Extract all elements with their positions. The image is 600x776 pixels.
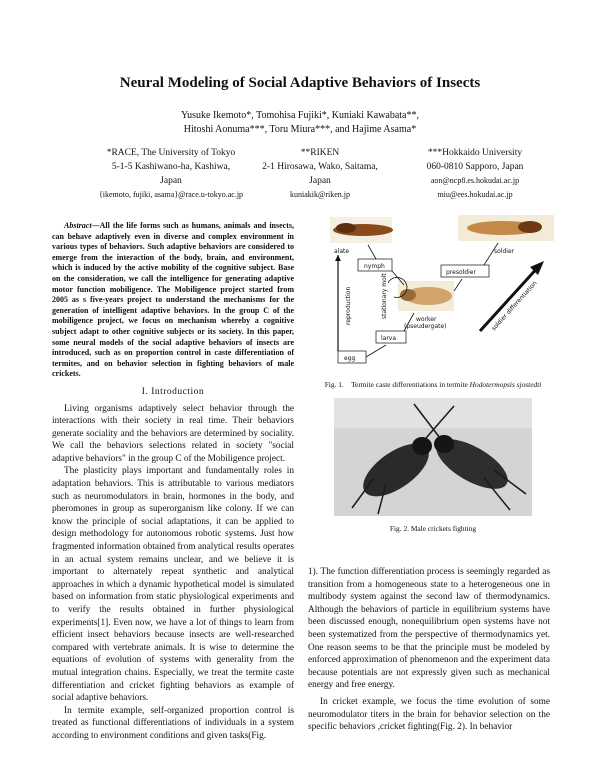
alate-head [336,223,356,233]
label-nymph: nymph [364,263,385,270]
left-column [52,221,294,743]
affiliation-address: 5-1-5 Kashiwano-ha, Kashiwa, [111,162,231,172]
affiliation-email: aon@ncp8.es.hokudai.ac.jp [430,176,520,185]
label-egg: egg [344,355,356,362]
abstract-text: —All the life forms such as humans, animals and insects, can behave adaptively even in diverse and complex environment in various types of behaviors. Such adaptive behaviors are considered to emerge from the interaction of the body, brain, and environment, which is induced by the active mobility of the cognitive subject. Base on the consideration, we call the intelligence for generating adaptive motor function mobiligence. The Mobiligence project started from 2005 as s five-years project to understand the mechanisms for the generation of intelligent adaptive behaviors. In the group C of the mobiligence project, we focus on mechanism whereby a cognitive subject adapt to other cognitive subjects or its society. In this paper, some neural models of the social adaptive behaviors of insects are introduced, such as on proportion control in caste differentiation of termites, and on behavior selection in fighting behaviors of male crickets. [52,221,294,379]
egg-larva-arrow [366,345,386,357]
affiliation-name: *RACE, The University of Tokyo [106,148,236,158]
affiliation-address: 060-0810 Sapporo, Japan [426,162,524,172]
cricket-left-head [412,437,432,455]
affiliation-country: Japan [160,176,182,186]
termite-caste-diagram [308,213,558,373]
caption-text: Termite caste differentiations in termite [351,380,468,389]
author-list [0,109,600,137]
affiliation-name: ***Hokkaido University [427,148,523,158]
paragraph: In termite example, self-organized proportion control is treated as functional differentiations of individuals in a system according to environment conditions and given tasks(Fig. [52,705,294,741]
paragraph: In cricket example, we focus the time evolution of some neuromodulator titers in the brain for behavior selection on the specific behaviors ,cricket fighting(Fig. 2). In behavior [308,696,550,733]
label-presoldier: presoldier [446,269,476,276]
abstract-label: Abstract [64,221,92,230]
affiliation-email: kuniakik@riken.jp [289,190,351,199]
caption-species: Hodotermopsis sjostedti [469,380,542,389]
worker-presoldier-arrow [454,279,462,291]
paper-title: Neural Modeling of Social Adaptive Behaviors of Insects [119,75,481,91]
affiliation-tokyo [82,146,260,202]
affiliation-email: miu@ees.hokudai.ac.jp [437,190,513,199]
affiliation-email: {ikemoto, fujiki, asama}@race.u-tokyo.ac.jp [98,190,244,199]
arrow-head [335,255,341,261]
section-heading: I. Introduction [141,386,205,397]
affiliation-name: **RIKEN [300,148,340,158]
affiliation-country: Japan [309,176,331,186]
affiliation-riken [255,146,385,202]
photo-highlight [334,398,532,428]
cricket-right-head [434,435,454,453]
crickets-photo [334,398,532,516]
affiliation-address: 2-1 Hirosawa, Wako, Saitama, [262,162,378,172]
author-line-2: Hitoshi Aonuma***, Toru Miura***, and Hajime Asama* [183,124,417,135]
author-line-1: Yusuke Ikemoto*, Tomohisa Fujiki*, Kuniaki Kawabata**, [181,110,419,121]
label-soldier: soldier [494,248,515,255]
soldier-head [518,221,542,233]
abstract [52,221,294,380]
paragraph: The plasticity plays important and fundamentally roles in adaptation behaviors. This is attributable to various mediators such as neuromodulators in brain, hormones in the body, and pheromones in group as superorganism like colony. If we can know the principle of social adaptations, it can be applied to design methodology for autonomous robotic systems. Just how fragmented information obtained from analytical results operates in an actual system remains unclear, and we believe it is important to alternately repeat synthetic and analytical approaches in which a dynamic hypothetical model is simulated based on information from static physiological experiments and to verify the results obtained in further physiological experiments[1]. Even now, we have a lot of things to learn from efficient insect behaviors because insects are well-researched compared with vertebrate animals. It is wise to determine the equations of evolution of systems with generality from the mutual integration chains. Especially, we treat the termite caste differentiation and cricket fighting behaviors as example of social adaptive behaviors. [52,466,294,704]
figure2-caption: Fig. 2. Male crickets fighting [389,524,477,533]
label-soldier-differentiation: soldier differentiation [490,279,539,333]
label-stationary-molt: stationary molt [381,273,388,319]
label-alate: alate [334,248,350,255]
worker-head [400,289,416,301]
label-worker: worker [416,316,437,323]
caption-number: Fig. 1. [324,380,344,389]
label-larva: larva [381,335,397,342]
label-reproduction: reproduction [345,286,352,325]
paragraph: Living organisms adaptively select behavior through the interactions with their society in real time. Their behaviors generate sociality and the behaviors are determined by sociality. We call the behaviors selections related in society "social adaptive behaviors" in the group C of the Mobiligence project. [52,403,294,464]
nymph-alate-arrow [368,245,376,259]
figure1-caption [308,380,558,389]
paragraph: 1). The function differentiation process is seemingly regarded as transition from a homogeneous state to a heterogeneous one in multibody system against the second law of thermodynamics. Although the behaviors of particle in equilibrium systems have been discussed enough, nonequilibrium open systems have not been systematized from the perspective of thermodynamics yet. One reason seems to be that the principle must be modeled by enforced approximation of phenomenon and the experiment data because potentials are not expressly given such as mechanical energy and free energy. [308,567,550,691]
right-column [308,566,550,734]
label-pseudergate: (pseudergate) [404,323,447,330]
affiliation-hokkaido [400,146,550,202]
